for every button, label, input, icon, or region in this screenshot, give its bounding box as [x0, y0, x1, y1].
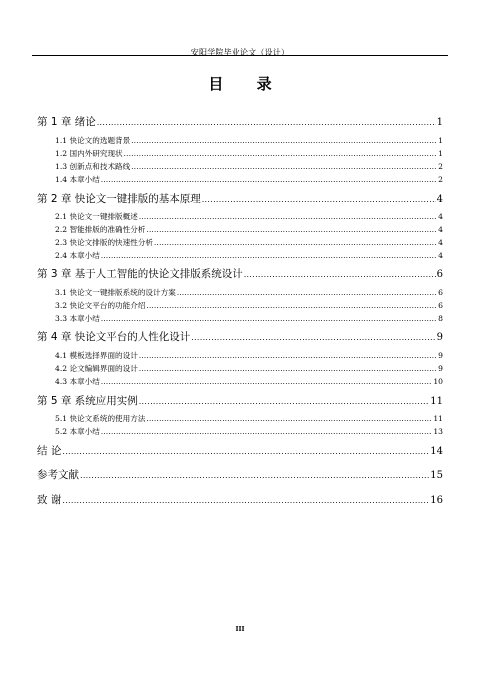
toc-entry-chapter-5[interactable] — [37, 396, 443, 407]
toc-entry-label: 第 5 章 系统应用实例 — [37, 395, 138, 407]
toc-entry-page: 8 — [438, 314, 443, 323]
toc-entry-page: 1 — [436, 117, 443, 128]
page-header — [32, 40, 448, 62]
toc-leader-dots — [101, 315, 437, 323]
toc-leader-dots — [154, 239, 437, 247]
toc-leader-dots — [139, 352, 437, 360]
toc-entry-chapter-2[interactable] — [37, 194, 443, 205]
toc-entry-references[interactable] — [37, 470, 443, 481]
toc-entry-page: 6 — [438, 301, 443, 310]
toc-leader-dots — [146, 226, 437, 234]
toc-leader-dots — [131, 137, 437, 145]
toc-entry-label: 第 1 章 绪论 — [37, 116, 96, 128]
toc-leader-dots — [146, 302, 437, 310]
toc-leader-dots — [202, 194, 436, 205]
toc-entry-section-4-3[interactable] — [55, 378, 443, 386]
toc-entry-label: 致 谢 — [37, 494, 62, 506]
toc-entry-section-5-1[interactable] — [55, 415, 443, 423]
toc-entry-section-2-2[interactable] — [55, 226, 443, 234]
toc-entry-label: 参考文献 — [37, 469, 79, 481]
toc-entry-section-3-2[interactable] — [55, 302, 443, 310]
toc-entry-label: 3.1 快论文一键排版系统的设计方案 — [55, 288, 176, 297]
toc-entry-label: 2.1 快论文一键排版概述 — [55, 212, 138, 221]
toc-entry-chapter-3[interactable] — [37, 269, 443, 280]
toc-entry-label: 1.3 创新点和技术路线 — [55, 162, 131, 171]
toc-entry-page: 4 — [438, 238, 443, 247]
toc-entry-chapter-4[interactable] — [37, 332, 443, 343]
toc-entry-label: 2.2 智能排版的准确性分析 — [55, 225, 146, 234]
toc-entry-page: 6 — [438, 288, 443, 297]
toc-entry-page: 11 — [433, 414, 443, 423]
toc-leader-dots — [124, 150, 438, 158]
toc-leader-dots — [146, 415, 432, 423]
toc-leader-dots — [131, 163, 437, 171]
toc-entry-page: 9 — [438, 364, 443, 373]
toc-leader-dots — [101, 252, 437, 260]
toc-entry-page: 2 — [438, 162, 443, 171]
toc-entry-label: 第 2 章 快论文一键排版的基本原理 — [37, 193, 201, 205]
toc-entry-section-2-1[interactable] — [55, 213, 443, 221]
toc-entry-section-3-1[interactable] — [55, 289, 443, 297]
toc-leader-dots — [101, 378, 432, 386]
toc-leader-dots — [101, 176, 437, 184]
toc-leader-dots — [139, 213, 437, 221]
toc-entry-label: 1.4 本章小结 — [55, 175, 100, 184]
toc-entry-label: 1.2 国内外研究现状 — [55, 149, 123, 158]
toc-entry-acknowledgements[interactable] — [37, 495, 443, 506]
toc-leader-dots — [139, 365, 437, 373]
toc-entry-label: 3.2 快论文平台的功能介绍 — [55, 301, 146, 310]
toc-entry-chapter-1[interactable] — [37, 117, 443, 128]
toc-entry-section-1-1[interactable] — [55, 137, 443, 145]
toc-entry-page: 9 — [438, 351, 443, 360]
toc-entry-label: 5.2 本章小结 — [55, 427, 100, 436]
toc-entry-section-4-2[interactable] — [55, 365, 443, 373]
toc-entry-section-4-1[interactable] — [55, 352, 443, 360]
toc-entry-page: 2 — [438, 175, 443, 184]
header-text: 安阳学院毕业论文（设计） — [190, 48, 290, 57]
toc-entry-page: 1 — [438, 149, 443, 158]
toc-leader-dots — [62, 495, 429, 506]
toc-entry-section-2-4[interactable] — [55, 252, 443, 260]
toc-entry-page: 4 — [438, 251, 443, 260]
toc-entry-section-2-3[interactable] — [55, 239, 443, 247]
toc-entry-page: 4 — [436, 194, 443, 205]
toc-entry-label: 5.1 快论文系统的使用方法 — [55, 414, 146, 423]
toc-title: 目 录 — [208, 75, 286, 93]
toc-entry-label: 第 4 章 快论文平台的人性化设计 — [37, 331, 191, 343]
toc-entry-label: 第 3 章 基于人工智能的快论文排版系统设计 — [37, 268, 243, 280]
header-rule — [32, 55, 448, 56]
toc-entry-label: 2.3 快论文排版的快速性分析 — [55, 238, 154, 247]
toc-entry-section-1-4[interactable] — [55, 176, 443, 184]
toc-leader-dots — [191, 332, 435, 343]
toc-entry-page: 1 — [438, 136, 443, 145]
toc-entry-label: 3.3 本章小结 — [55, 314, 100, 323]
toc-entry-section-1-3[interactable] — [55, 163, 443, 171]
toc-entry-page: 16 — [430, 495, 443, 506]
toc-leader-dots — [80, 470, 429, 481]
toc-entry-section-5-2[interactable] — [55, 428, 443, 436]
toc-leader-dots — [62, 446, 429, 457]
toc-entry-label: 结 论 — [37, 445, 62, 457]
toc-entry-conclusion[interactable] — [37, 446, 443, 457]
toc-entry-label: 4.3 本章小结 — [55, 377, 100, 386]
page-number: III — [235, 625, 245, 633]
toc-entry-section-3-3[interactable] — [55, 315, 443, 323]
toc-entry-page: 11 — [430, 396, 443, 407]
toc-entry-page: 6 — [436, 269, 443, 280]
toc-entry-section-1-2[interactable] — [55, 150, 443, 158]
toc-entry-page: 10 — [433, 377, 443, 386]
toc-entry-page: 4 — [438, 212, 443, 221]
toc-entry-page: 4 — [438, 225, 443, 234]
toc-entry-label: 4.2 论文编辑界面的设计 — [55, 364, 138, 373]
toc-leader-dots — [177, 289, 437, 297]
toc-leader-dots — [244, 269, 436, 280]
toc-entry-page: 15 — [430, 470, 443, 481]
toc-leader-dots — [101, 428, 432, 436]
toc-entry-label: 2.4 本章小结 — [55, 251, 100, 260]
toc-entry-label: 4.1 模板选择界面的设计 — [55, 351, 138, 360]
toc-entry-page: 9 — [436, 332, 443, 343]
toc-leader-dots — [139, 396, 430, 407]
toc-entry-page: 14 — [430, 446, 443, 457]
toc-leader-dots — [97, 117, 436, 128]
toc-entry-label: 1.1 快论文的选题背景 — [55, 136, 131, 145]
toc-entry-page: 13 — [433, 427, 443, 436]
